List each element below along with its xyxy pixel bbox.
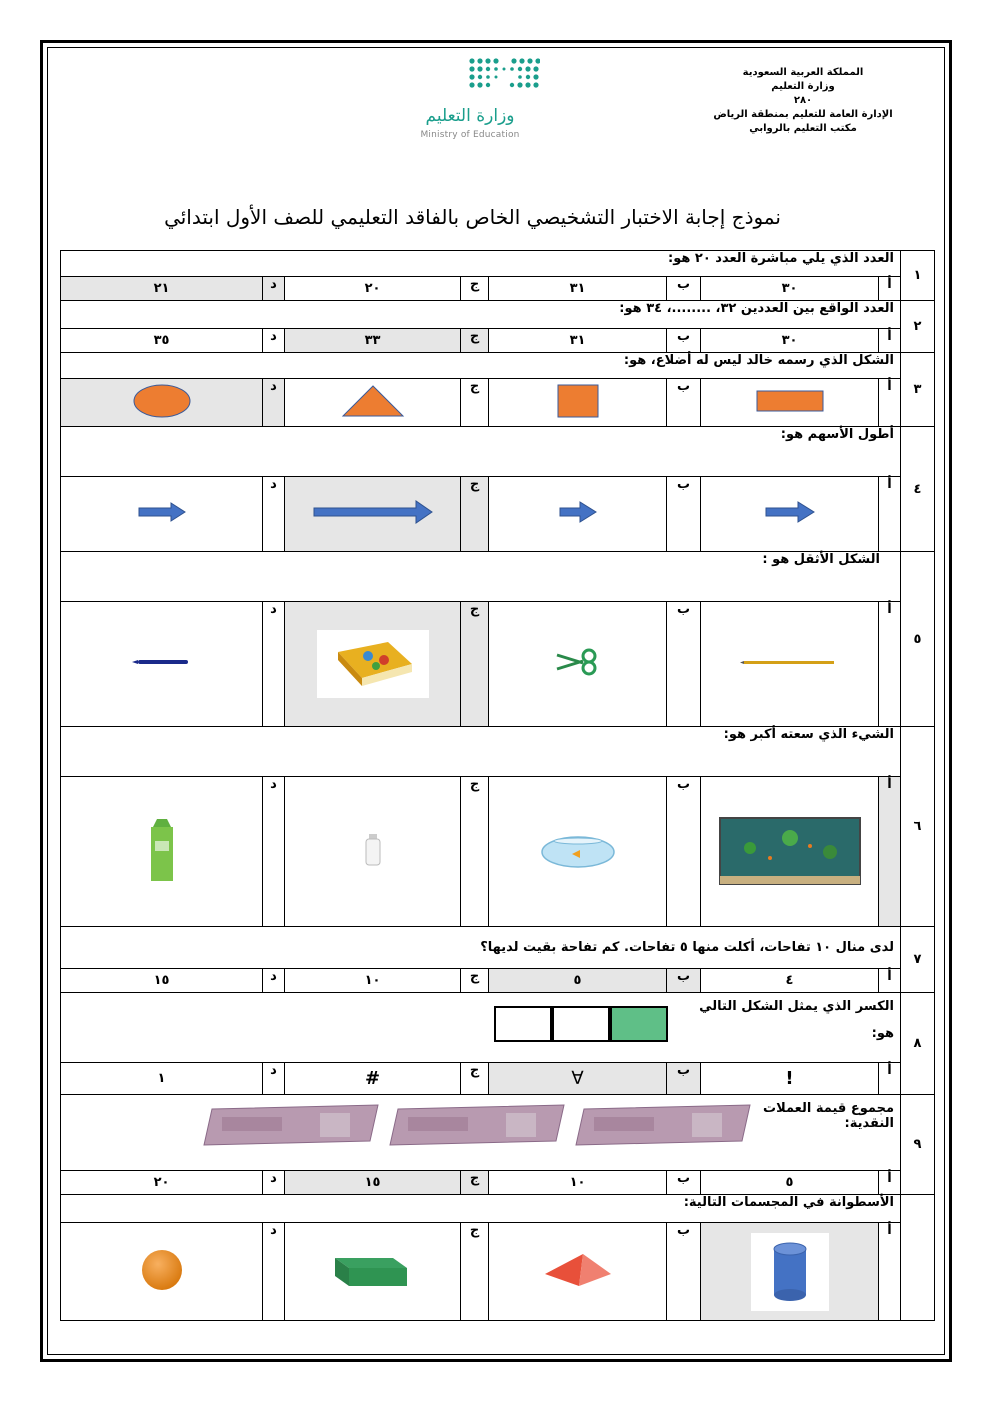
question-text: الشكل الأثقل هو : [61, 552, 901, 602]
aquarium-icon [710, 808, 870, 892]
question-text: العدد الذي يلي مباشرة العدد ٢٠ هو: [61, 251, 901, 277]
option-a[interactable]: ! [701, 1063, 879, 1095]
option-letter: أ [879, 969, 901, 993]
header-line: مكتب التعليم بالروابي [749, 123, 857, 134]
question-number: ١ [901, 251, 935, 301]
option-letter: ب [667, 1063, 701, 1095]
small-bottle-icon [363, 832, 383, 868]
option-c-correct[interactable] [285, 477, 461, 552]
question-text: الشيء الذي سعته أكبر هو: [61, 727, 901, 777]
option-letter: ج [461, 379, 489, 427]
option-letter: ب [667, 277, 701, 301]
rectangle-shape-icon [755, 388, 825, 414]
question-text: أطول الأسهم هو: [61, 427, 901, 477]
option-d[interactable]: ٢٠ [61, 1171, 263, 1195]
option-letter: ج [461, 777, 489, 927]
option-letter: ج [461, 602, 489, 727]
option-letter: أ [879, 602, 901, 727]
option-letter: ب [667, 329, 701, 353]
box-icon [333, 1250, 413, 1290]
option-b[interactable] [489, 602, 667, 727]
question-text [61, 993, 901, 1063]
banknote-icon [574, 1103, 754, 1147]
logo-arabic-text: وزارة التعليم [425, 106, 515, 126]
option-letter: ب [667, 777, 701, 927]
option-letter: ب [667, 477, 701, 552]
header-line: ٢٨٠ [793, 95, 813, 106]
cylinder-icon [772, 1241, 808, 1303]
option-a[interactable] [701, 379, 879, 427]
question-number: ٩ [901, 1095, 935, 1195]
option-c[interactable]: ٢٠ [285, 277, 461, 301]
option-letter: ج [461, 477, 489, 552]
option-letter: أ [879, 477, 901, 552]
option-letter: د [263, 777, 285, 927]
option-letter: ب [667, 602, 701, 727]
option-c-correct[interactable] [285, 602, 461, 727]
header-info [698, 66, 908, 136]
option-b-correct[interactable]: ∀ [489, 1063, 667, 1095]
sphere-icon [140, 1248, 184, 1292]
logo-english-text: Ministry of Education [420, 130, 520, 140]
option-letter: أ [879, 1063, 901, 1095]
option-letter: أ [879, 329, 901, 353]
question-text-line2: هو: [871, 1026, 894, 1041]
exam-table [60, 250, 935, 1321]
page-title: نموذج إجابة الاختبار التشخيصي الخاص بالفاقد التعليمي للصف الأول ابتدائي [164, 205, 781, 229]
header-line: وزارة التعليم [771, 81, 835, 92]
question-number [901, 1195, 935, 1321]
arrow-long-icon [312, 499, 434, 525]
option-a[interactable]: ٤ [701, 969, 879, 993]
option-letter: ج [461, 1223, 489, 1321]
option-c-correct[interactable]: ٣٣ [285, 329, 461, 353]
question-text: العدد الواقع بين العددين ٣٢، ........، ٣٤ هو: [61, 301, 901, 329]
option-b[interactable] [489, 477, 667, 552]
question-text: الأسطوانة في المجسمات التالية: [61, 1195, 901, 1223]
option-letter: د [263, 477, 285, 552]
option-a-correct[interactable] [701, 777, 879, 927]
oval-shape-icon [131, 382, 193, 420]
option-a[interactable]: ٣٠ [701, 329, 879, 353]
scissors-icon [553, 647, 603, 677]
option-b[interactable] [489, 379, 667, 427]
option-c[interactable]: ١٠ [285, 969, 461, 993]
option-letter: أ [879, 379, 901, 427]
header-line: الإدارة العامة للتعليم بمنطقة الرياض [713, 109, 893, 120]
option-letter: أ [879, 1171, 901, 1195]
fish-bowl-icon [538, 830, 618, 870]
question-number: ٢ [901, 301, 935, 353]
option-c[interactable] [285, 1223, 461, 1321]
option-b[interactable] [489, 777, 667, 927]
question-number: ٤ [901, 427, 935, 552]
question-text-line2: النقدية: [844, 1116, 894, 1131]
question-number: ٨ [901, 993, 935, 1095]
arrow-short-icon [558, 500, 598, 524]
option-letter: ج [461, 1063, 489, 1095]
option-d[interactable] [61, 477, 263, 552]
option-d[interactable]: ٣٥ [61, 329, 263, 353]
option-b-correct[interactable]: ٥ [489, 969, 667, 993]
banknote-icon [202, 1103, 382, 1147]
option-b[interactable]: ٣١ [489, 329, 667, 353]
book-icon [328, 638, 418, 690]
option-letter: ج [461, 1171, 489, 1195]
pencil-icon [740, 658, 840, 668]
option-c[interactable]: # [285, 1063, 461, 1095]
option-letter: د [263, 329, 285, 353]
option-letter: د [263, 1223, 285, 1321]
question-text: الشكل الذي رسمه خالد ليس له أضلاع، هو: [61, 353, 901, 379]
option-letter: د [263, 602, 285, 727]
option-letter: د [263, 969, 285, 993]
option-d-correct[interactable]: ٢١ [61, 277, 263, 301]
pen-icon [132, 656, 192, 668]
option-letter: ج [461, 969, 489, 993]
option-letter: ج [461, 277, 489, 301]
option-c[interactable] [285, 379, 461, 427]
question-text [61, 1095, 901, 1171]
option-letter: د [263, 1171, 285, 1195]
option-letter: ب [667, 1223, 701, 1321]
option-c[interactable] [285, 777, 461, 927]
option-letter: ب [667, 969, 701, 993]
option-d[interactable] [61, 1223, 263, 1321]
option-letter: ج [461, 329, 489, 353]
option-a[interactable] [701, 477, 879, 552]
option-a[interactable]: ٥ [701, 1171, 879, 1195]
option-b[interactable]: ٣١ [489, 277, 667, 301]
banknote-icon [388, 1103, 568, 1147]
option-a-correct[interactable] [701, 1223, 879, 1321]
option-b[interactable]: ١٠ [489, 1171, 667, 1195]
arrow-medium-icon [764, 500, 816, 524]
question-number: ٧ [901, 927, 935, 993]
option-b[interactable] [489, 1223, 667, 1321]
option-letter: د [263, 277, 285, 301]
header-line: المملكة العربية السعودية [742, 67, 864, 78]
question-text: لدى منال ١٠ تفاحات، أكلت منها ٥ تفاحات. كم تفاحة بقيت لديها؟ [61, 927, 901, 969]
option-d[interactable] [61, 777, 263, 927]
option-a[interactable]: ٣٠ [701, 277, 879, 301]
option-letter: أ [879, 777, 901, 927]
pyramid-icon [543, 1252, 613, 1288]
option-letter: ب [667, 379, 701, 427]
question-number: ٣ [901, 353, 935, 427]
arrow-medium-icon [137, 501, 187, 523]
juice-carton-icon [147, 817, 177, 883]
option-d-correct[interactable] [61, 379, 263, 427]
fraction-bar-icon [493, 1005, 671, 1043]
question-number: ٦ [901, 727, 935, 927]
triangle-shape-icon [341, 384, 405, 418]
option-c-correct[interactable]: ١٥ [285, 1171, 461, 1195]
option-letter: أ [879, 1223, 901, 1321]
option-d[interactable]: ١٥ [61, 969, 263, 993]
question-text-line1: مجموع قيمة العملات [763, 1101, 894, 1116]
option-letter: د [263, 379, 285, 427]
option-letter: د [263, 1063, 285, 1095]
option-d[interactable] [61, 602, 263, 727]
option-a[interactable] [701, 602, 879, 727]
question-number: ٥ [901, 552, 935, 727]
square-shape-icon [555, 383, 601, 419]
option-d[interactable]: ١ [61, 1063, 263, 1095]
option-letter: أ [879, 277, 901, 301]
question-text-line1: الكسر الذي يمثل الشكل التالي [699, 999, 894, 1014]
option-letter: ب [667, 1171, 701, 1195]
